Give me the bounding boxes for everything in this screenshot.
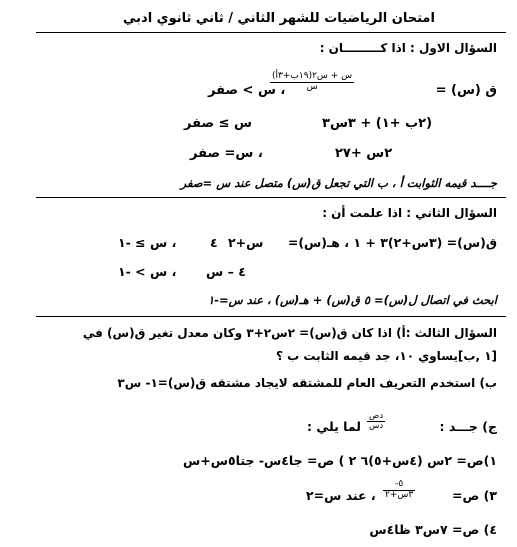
q3-item3-fraction-denominator: ٣س+٢ <box>385 489 414 500</box>
q3-item1-item2: ١)ص= ٢س (٤س+٥)٦ ٢ ) ص= جا٤س- جتا٥س+س <box>183 453 497 468</box>
q1-case2-condition: س ≥ صفر <box>184 116 252 131</box>
q3-part-a-line2: [١ ,ب]يساوي ١٠، جد قيمه الثابت ب ؟ <box>276 349 497 363</box>
q2-line2-expression: ٤ – س <box>206 264 246 279</box>
q1-func-name: ق (س) = <box>435 83 497 98</box>
q3-part-c-label: ج) جـــد : <box>439 419 497 434</box>
q3-part-c-fraction <box>367 412 385 432</box>
q1-case3-expression: ٢س +٢٧ <box>335 146 393 161</box>
q3-item3-suffix: ، عند س=٢ <box>306 488 376 503</box>
q2-line1-functions: ق(س)= (٣س+٢)٣ + ١ ، هـ(س)= <box>287 235 497 250</box>
q3-item4: ٤) ص= ٧س٣ ظا٤س <box>369 522 497 537</box>
exam-title: امتحان الرياضيات للشهر الثاني / ثاني ثانوي ادبي <box>123 11 435 26</box>
q3-heading: السؤال الثالث :أ) اذا كان ق(س)= ٢س٢+٣ وكان معدل تغير ق(س) في <box>82 326 497 340</box>
q3-item3-fraction <box>383 480 415 501</box>
q2-task: ابحث في اتصال ل(س)= ٥ ق(س) + هـ(س) ، عند س=-١ <box>208 293 497 307</box>
q3-item3-prefix: ٣) ص= <box>452 488 497 503</box>
q1-case3-condition: ، س= صفر <box>190 146 263 161</box>
q1-case2-expression: (٢ب +١) + ٣س٣ <box>322 116 433 131</box>
q2-divider <box>36 316 506 317</box>
q3-part-c-rest: لما يلي : <box>307 419 361 434</box>
q3-part-b: ب) استخدم التعريف العام للمشتقه لايجاد مشتقه ق(س)=١- س٣ <box>117 376 497 390</box>
q1-fraction-denominator: س <box>306 81 318 92</box>
q3-part-c-fraction-denominator: دس <box>369 421 384 432</box>
q2-line1-h-expression: س+٢ <box>228 235 264 250</box>
q1-divider <box>36 197 506 198</box>
q2-line2-condition: ، س > -١ <box>118 264 177 279</box>
q2-line1-condition: ، س ≥ -١ <box>118 235 177 250</box>
q1-fraction-numerator: (١٩ب+٣أ)س + س٢ <box>272 71 353 81</box>
q1-heading: السؤال الاول : اذا كـــــــــان : <box>319 41 497 55</box>
q1-case1-condition: ، س > صفر <box>208 83 286 98</box>
q1-task: جــــد قيمه الثوابت أ ، ب التي تجعل ق(س) متصل عند س =صفر <box>180 176 497 190</box>
q2-line1-h-number: ٤ <box>210 235 218 250</box>
q2-heading: السؤال الثاني : اذا علمت أن : <box>322 206 497 220</box>
q3-part-c-fraction-numerator: دص <box>367 412 385 422</box>
title-divider <box>36 32 506 33</box>
q3-item3-fraction-numerator: -٥ <box>383 480 415 491</box>
